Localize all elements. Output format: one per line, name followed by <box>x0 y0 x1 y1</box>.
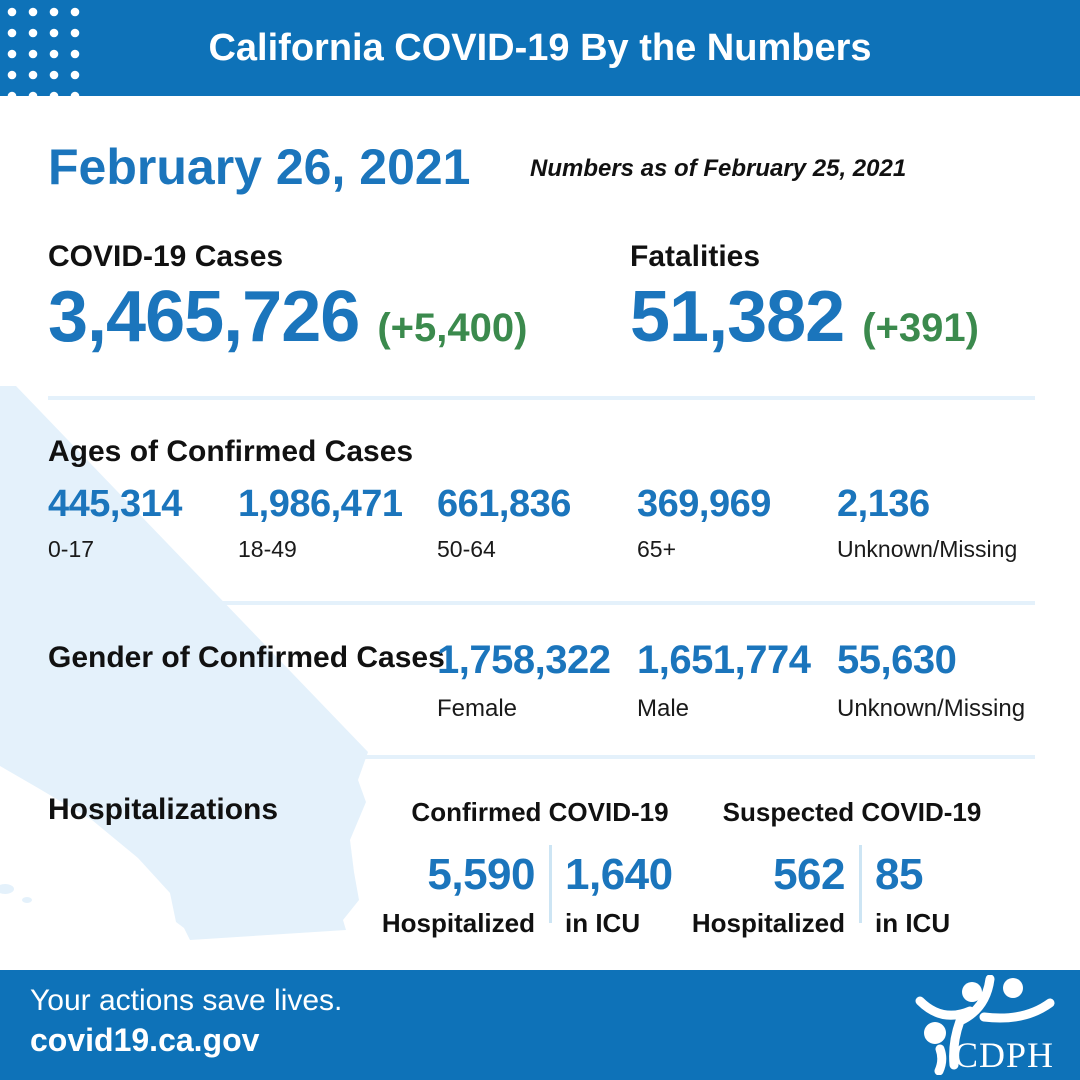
page-title: California COVID-19 By the Numbers <box>208 27 872 69</box>
divider-under-gender <box>48 755 1035 759</box>
cases-total-block <box>48 240 527 356</box>
gender-male <box>637 638 810 723</box>
fatalities-heading: Fatalities <box>630 240 761 273</box>
stat-value: 1,640 <box>565 850 673 899</box>
gender-female <box>437 638 610 723</box>
stat-divider <box>859 845 862 923</box>
gender-label: Female <box>437 695 518 722</box>
fatalities-daily-change: (+391) <box>862 306 979 350</box>
gender-unknown <box>837 638 1025 723</box>
gender-value: 1,758,322 <box>437 638 611 682</box>
stat-label: Hospitalized <box>691 908 845 938</box>
divider-under-ages <box>48 601 1035 605</box>
footer-bar <box>0 970 1080 1080</box>
report-date: February 26, 2021 <box>48 139 471 195</box>
suspected-hospitalized-stat <box>645 850 845 939</box>
age-label: 0-17 <box>48 536 95 562</box>
age-label: 18-49 <box>238 536 297 562</box>
age-label: Unknown/Missing <box>837 536 1018 562</box>
cdph-logo <box>910 975 1060 1075</box>
age-value: 2,136 <box>837 483 930 525</box>
logo-figure-leg <box>939 1049 942 1071</box>
age-value: 445,314 <box>48 483 182 525</box>
age-value: 661,836 <box>437 483 571 525</box>
stat-divider <box>549 845 552 923</box>
age-label: 65+ <box>637 536 677 562</box>
age-group-50-64 <box>437 483 571 563</box>
ages-section-title: Ages of Confirmed Cases <box>48 435 414 468</box>
dot-grid-pattern-icon <box>0 0 100 96</box>
confirmed-hospitalized-stat <box>335 850 535 939</box>
stat-value: 85 <box>875 850 923 899</box>
divider-under-totals <box>48 396 1035 400</box>
fatalities-total-block <box>630 240 979 356</box>
stat-value: 5,590 <box>427 850 535 899</box>
age-label: 50-64 <box>437 536 496 562</box>
header-bar <box>0 0 1080 96</box>
as-of-note: Numbers as of February 25, 2021 <box>530 155 907 182</box>
footer-tagline: Your actions save lives. <box>30 984 343 1017</box>
stat-value: 562 <box>773 850 845 899</box>
hospitalizations-section-title: Hospitalizations <box>48 793 279 826</box>
cdph-logo-text: CDPH <box>954 1035 1055 1075</box>
age-group-0-17 <box>48 483 182 563</box>
confirmed-covid-group-label: Confirmed COVID-19 <box>411 797 669 827</box>
age-group-18-49 <box>238 483 403 563</box>
footer-url-link[interactable]: covid19.ca.gov <box>30 1022 260 1058</box>
logo-figure-arm <box>920 1001 970 1015</box>
logo-figure-arm <box>984 1003 1050 1018</box>
cases-heading: COVID-19 Cases <box>48 240 284 273</box>
stat-label: in ICU <box>565 908 641 938</box>
age-group-unknown <box>837 483 1017 563</box>
fatalities-total-value: 51,382 <box>630 277 845 357</box>
age-value: 1,986,471 <box>238 483 403 525</box>
suspected-covid-group-label: Suspected COVID-19 <box>722 797 982 827</box>
age-value: 369,969 <box>637 483 771 525</box>
gender-value: 55,630 <box>837 638 957 682</box>
cases-daily-change: (+5,400) <box>377 306 528 350</box>
cases-value-row <box>48 277 528 357</box>
stat-label: Hospitalized <box>381 908 535 938</box>
gender-label: Unknown/Missing <box>837 695 1026 722</box>
gender-section-title: Gender of Confirmed Cases <box>48 641 445 674</box>
fatalities-value-row <box>630 277 979 357</box>
gender-label: Male <box>637 695 690 722</box>
suspected-icu-stat <box>875 850 950 939</box>
cases-total-value: 3,465,726 <box>48 277 360 357</box>
channel-island-icon <box>0 884 14 894</box>
channel-island-icon <box>22 897 32 903</box>
gender-value: 1,651,774 <box>637 638 811 682</box>
age-group-65-plus <box>637 483 771 563</box>
stat-label: in ICU <box>875 908 951 938</box>
